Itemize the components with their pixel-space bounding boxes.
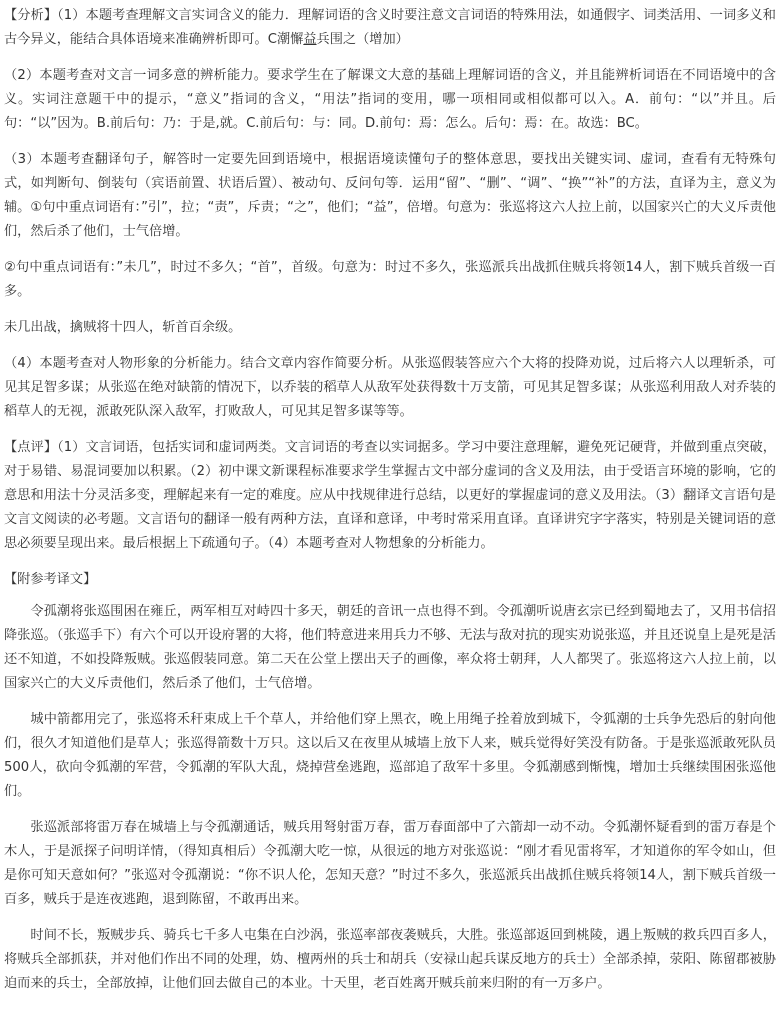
- analysis-paragraph-6: （4）本题考查对人物形象的分析能力。结合文章内容作简要分析。从张巡假装答应六个大将的投降劝说，过后将六人以理斩杀，可见其足智多谋；从张巡在绝对缺箭的情况下，以乔装的稻草人从敌军处获得数十万支箭，可见其足智多谋；从张巡利用敌人对乔装的稻草人的无视，派敢死队深入敌军，打败敌人，可见其足智多谋等等。: [4, 356, 776, 419]
- translation-paragraph-3: 张巡派部将雷万春在城墙上与令孤潮通话，贼兵用弩射雷万春，雷万春面部中了六箭却一动不动。令狐潮怀疑看到的雷万春是个木人，于是派探子问明详情，（得知真相后）令孤潮大吃一惊，从很远的地方对张巡说：“刚才看见雷将军，才知道你的军令如山，但是你可知天意如何？”张巡对令孤潮说：“你不识人伦，怎知天意？”时过不多久，张巡派兵出战抓住贼兵将领14人，割下贼兵首级一百多，贼兵于是连夜逃跑，退到陈留，不敢再出来。: [4, 820, 776, 907]
- analysis-paragraph-2: （2）本题考查对文言一词多意的辨析能力。要求学生在了解课文大意的基础上理解词语的含义，并且能辨析词语在不同语境中的含义。实词注意题干中的提示，“意义”指词的含义，“用法”指词的变用，哪一项相同或相似都可以入。A．前句：“以”并且。后句：“以”因为。B.前后句：乃：于是,就。C.前后句：与：同。D.前句：焉：怎么。后句：焉：在。故选：BC。: [4, 68, 776, 131]
- comment-paragraph: 【点评】（1）文言词语，包括实词和虚词两类。文言词语的考查以实词据多。学习中要注意理解，避免死记硬背，并做到重点突破，对于易错、易混词要加以积累。（2）初中课文新课程标准要求学生掌握古文中部分虚词的含义及用法，由于受语言环境的影响，它的意思和用法十分灵活多变，理解起来有一定的难度。应从中找规律进行总结，以更好的掌握虚词的意义及用法。（3）翻译文言语句是文言文阅读的必考题。文言语句的翻译一般有两种方法，直译和意译，中考时常采用直译。直译讲究字字落实，特别是关键词语的意思必须要呈现出来。最后根据上下疏通句子。（4）本题考查对人物想象的分析能力。: [4, 440, 776, 551]
- translation-heading: 【附参考译文】: [4, 572, 97, 587]
- translation-paragraph-2: 城中箭都用完了，张巡将禾秆束成上千个草人，并给他们穿上黑衣，晚上用绳子拴着放到城下，令狐潮的士兵争先恐后的射向他们，很久才知道他们是草人；张巡得箭数十万只。这以后又在夜里从城墙上放下人来，贼兵觉得好笑没有防备。于是张巡派敢死队员500人，砍向令狐潮的军营，令狐潮的军队大乱，烧掉营垒逃跑，巡部追了敌军十多里。令狐潮感到惭愧，增加士兵继续围困张巡他们。: [4, 712, 776, 799]
- analysis-paragraph-3: （3）本题考查翻译句子，解答时一定要先回到语境中，根据语境读懂句子的整体意思，要找出关键实词、虚词，查看有无特殊句式，如判断句、倒装句（宾语前置、状语后置）、被动句、反问句等．运用“留”、“删”、“调”、“换”“补”的方法，直译为主，意义为辅。①句中重点词语有：”引”，拉；“责”，斥责；“之”，他们；“益”，倍增。句意为：张巡将这六人拉上前，以国家兴亡的大义斥责他们，然后杀了他们，士气倍增。: [4, 152, 776, 239]
- translation-paragraph-4: 时间不长，叛贼步兵、骑兵七千多人屯集在白沙涡，张巡率部夜袭贼兵，大胜。张巡部返回到桃陵，遇上叛贼的救兵四百多人，将贼兵全部抓获，并对他们作出不同的处理，妫、檀两州的兵士和胡兵（安禄山起兵谋反地方的兵士）全部杀掉，荥阳、陈留郡被胁迫而来的兵士，全部放掉，让他们回去做自己的本业。十天里，老百姓离开贼兵前来归附的有一万多户。: [4, 928, 776, 991]
- underlined-word: 益: [303, 32, 317, 47]
- analysis-paragraph-1: [4, 4, 776, 52]
- analysis-paragraph-5: 未几出战，擒贼将十四人，斩首百余级。: [4, 320, 242, 335]
- translation-paragraph-1: 令孤潮将张巡围困在雍丘，两军相互对峙四十多天，朝廷的音讯一点也得不到。令孤潮听说唐玄宗已经到蜀地去了，又用书信招降张巡。（张巡手下）有六个可以开设府署的大将，他们特意进来用兵力不够、无法与敌对抗的现实劝说张巡，并且还说皇上是死是活还不知道，不如投降叛贼。张巡假装同意。第二天在公堂上摆出天子的画像，率众将士朝拜，人人都哭了。张巡将这六人拉上前，以国家兴亡的大义斥责他们，然后杀了他们，士气倍增。: [4, 604, 776, 691]
- analysis-p1-text: 【分析】（1）本题考查理解文言实词含义的能力．理解词语的含义时要注意文言词语的特殊用法，如通假字、词类活用、一词多义和古今异义，能结合具体语境来准确辨析即可。C潮懈: [4, 8, 776, 47]
- analysis-p1-tail: 兵围之（增加）: [316, 32, 409, 47]
- analysis-paragraph-4: ②句中重点词语有：”未几”，时过不多久；“首”，首级。句意为：时过不多久，张巡派兵出战抓住贼兵将领14人，割下贼兵首级一百多。: [4, 260, 776, 299]
